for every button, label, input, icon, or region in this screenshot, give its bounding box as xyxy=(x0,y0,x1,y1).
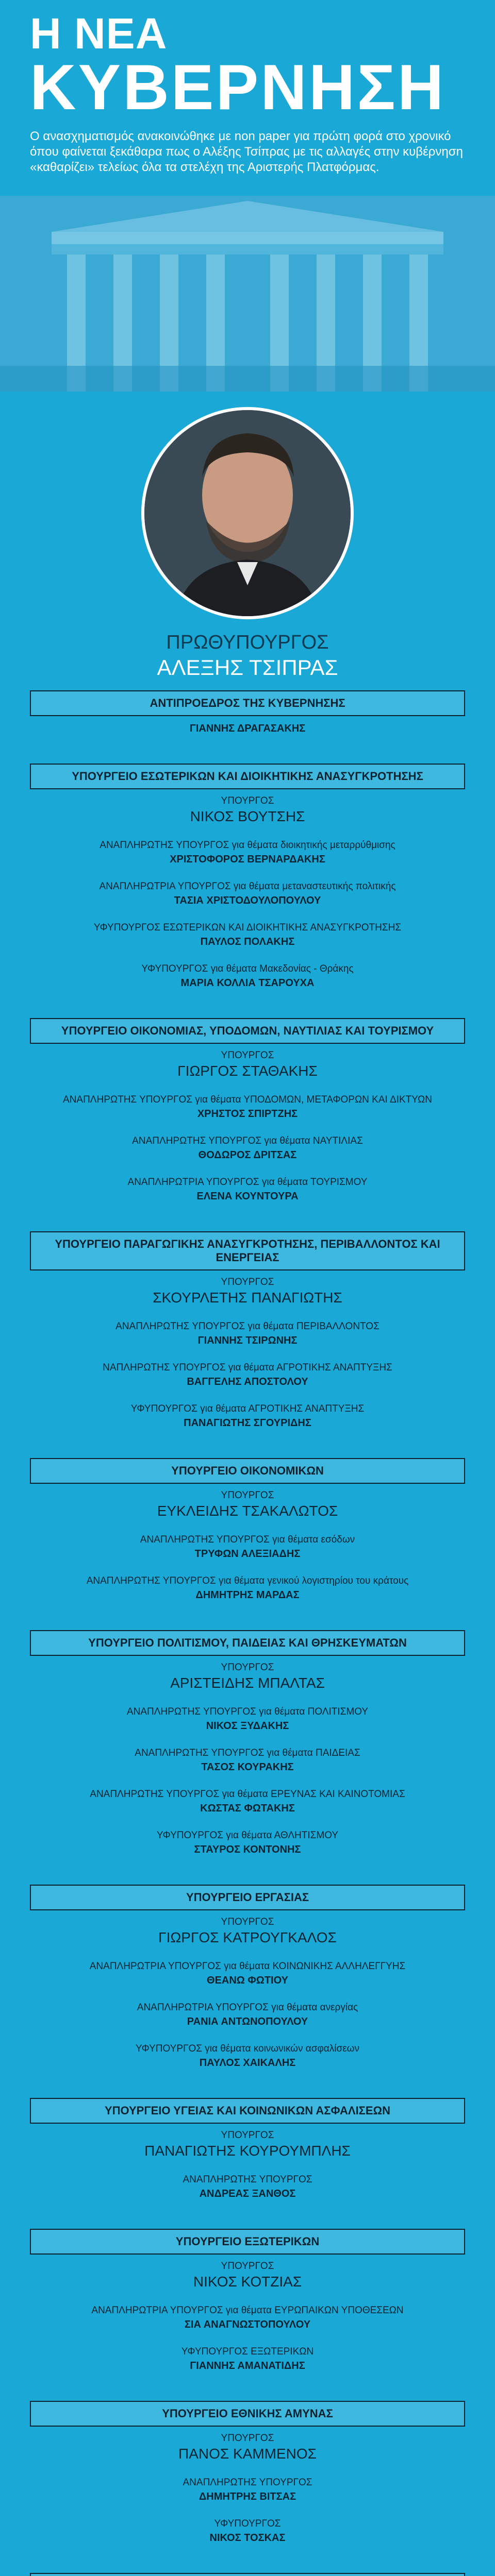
ministry-members xyxy=(30,716,465,736)
member-role: ΑΝΑΠΛΗΡΩΤΡΙΑ ΥΠΟΥΡΓΟΣ για θέματα ΤΟΥΡΙΣΜΟΥ xyxy=(127,1177,368,1188)
member-name: ΧΡΗΣΤΟΣ ΣΠΙΡΤΖΗΣ xyxy=(197,1108,298,1120)
ministry-title xyxy=(30,2573,465,2576)
member-role: ΥΦΥΠΟΥΡΓΟΣ ΕΞΩΤΕΡΙΚΩΝ xyxy=(181,2346,314,2357)
ministries-list xyxy=(30,690,465,2576)
member-name: ΔΗΜΗΤΡΗΣ ΜΑΡΔΑΣ xyxy=(195,1589,300,1601)
member-name: ΔΗΜΗΤΡΗΣ ΒΙΤΣΑΣ xyxy=(199,2491,296,2502)
member-name: ΝΙΚΟΣ ΒΟΥΤΣΗΣ xyxy=(190,808,305,824)
member-entry xyxy=(30,2304,465,2332)
ministry-members xyxy=(30,1270,465,1430)
member-role: ΑΝΑΠΛΗΡΩΤΗΣ ΥΠΟΥΡΓΟΣ για θέματα διοικητικής μεταρρύθμισης xyxy=(100,840,395,851)
member-entry xyxy=(30,721,465,736)
prime-minister-portrait xyxy=(141,407,354,619)
member-role: ΥΦΥΠΟΥΡΓΟΣ για θέματα Μακεδονίας - Θράκης xyxy=(141,963,354,974)
member-entry xyxy=(30,921,465,949)
member-entry xyxy=(30,794,465,825)
ministry-section xyxy=(30,2229,465,2373)
pm-name: ΑΛΕΞΗΣ ΤΣΙΠΡΑΣ xyxy=(157,655,338,680)
member-entry xyxy=(30,1574,465,1602)
member-name: ΝΙΚΟΣ ΚΟΤΖΙΑΣ xyxy=(193,2274,302,2290)
portrait-illustration xyxy=(144,410,351,616)
member-name: ΚΩΣΤΑΣ ΦΩΤΑΚΗΣ xyxy=(200,1803,295,1814)
member-role: ΑΝΑΠΛΗΡΩΤΡΙΑ ΥΠΟΥΡΓΟΣ για θέματα ΚΟΙΝΩΝΙΚΗΣ ΑΛΛΗΛΕΓΓΥΗΣ xyxy=(89,1961,406,1972)
member-role: ΑΝΑΠΛΗΡΩΤΗΣ ΥΠΟΥΡΓΟΣ xyxy=(183,2477,312,2488)
ministry-members xyxy=(30,1910,465,2070)
ministry-title: ΥΠΟΥΡΓΕΙΟ ΠΟΛΙΤΙΣΜΟΥ, ΠΑΙΔΕΙΑΣ ΚΑΙ ΘΡΗΣΚΕΥΜΑΤΩΝ xyxy=(30,1630,465,1656)
member-name: ΓΙΑΝΝΗΣ ΔΡΑΓΑΣΑΚΗΣ xyxy=(189,723,306,734)
ministry-section xyxy=(30,1231,465,1430)
member-role: ΥΠΟΥΡΓΟΣ xyxy=(221,1050,274,1061)
member-name: ΠΑΥΛΟΣ ΧΑΙΚΑΛΗΣ xyxy=(199,2057,296,2069)
ministry-title: ΑΝΤΙΠΡΟΕΔΡΟΣ ΤΗΣ ΚΥΒΕΡΝΗΣΗΣ xyxy=(30,690,465,716)
member-entry xyxy=(30,1402,465,1430)
member-role: ΑΝΑΠΛΗΡΩΤΗΣ ΥΠΟΥΡΓΟΣ για θέματα ΠΕΡΙΒΑΛΛΟΝΤΟΣ xyxy=(116,1321,380,1332)
member-role: ΑΝΑΠΛΗΡΩΤΗΣ ΥΠΟΥΡΓΟΣ για θέματα γενικού λογιστηρίου του κράτους xyxy=(86,1575,409,1586)
ministry-members xyxy=(30,2124,465,2201)
member-name: ΓΙΑΝΝΗΣ ΤΣΙΡΩΝΗΣ xyxy=(197,1335,298,1346)
member-role: ΥΦΥΠΟΥΡΓΟΣ ΕΣΩΤΕΡΙΚΩΝ ΚΑΙ ΔΙΟΙΚΗΤΙΚΗΣ ΑΝΑΣΥΓΚΡΟΤΗΣΗΣ xyxy=(93,922,402,933)
member-entry xyxy=(30,2345,465,2373)
member-entry xyxy=(30,2432,465,2463)
member-entry xyxy=(30,839,465,867)
member-entry xyxy=(30,1829,465,1857)
ministry-section xyxy=(30,690,465,736)
ministry-title: ΥΠΟΥΡΓΕΙΟ ΠΑΡΑΓΩΓΙΚΗΣ ΑΝΑΣΥΓΚΡΟΤΗΣΗΣ, ΠΕΡΙΒΑΛΛΟΝΤΟΣ ΚΑΙ ΕΝΕΡΓΕΙΑΣ xyxy=(30,1231,465,1270)
header-title xyxy=(30,9,446,123)
member-role: ΑΝΑΠΛΗΡΩΤΗΣ ΥΠΟΥΡΓΟΣ για θέματα ΝΑΥΤΙΛΙΑΣ xyxy=(132,1136,363,1146)
member-role: ΥΠΟΥΡΓΟΣ xyxy=(221,1277,274,1287)
member-role: ΑΝΑΠΛΗΡΩΤΗΣ ΥΠΟΥΡΓΟΣ για θέματα εσόδων xyxy=(140,1534,355,1545)
member-entry xyxy=(30,2129,465,2160)
member-name: ΝΙΚΟΣ ΞΥΔΑΚΗΣ xyxy=(206,1720,289,1732)
member-role: ΑΝΑΠΛΗΡΩΤΡΙΑ ΥΠΟΥΡΓΟΣ για θέματα ΕΥΡΩΠΑΙΚΩΝ ΥΠΟΘΕΣΕΩΝ xyxy=(91,2305,404,2316)
member-name: ΠΑΝΑΓΙΩΤΗΣ ΚΟΥΡΟΥΜΠΛΗΣ xyxy=(144,2143,351,2159)
member-role: ΥΠΟΥΡΓΟΣ xyxy=(221,1662,274,1673)
member-role: ΥΦΥΠΟΥΡΓΟΣ xyxy=(214,2518,281,2529)
member-name: ΓΙΑΝΝΗΣ ΑΜΑΝΑΤΙΔΗΣ xyxy=(190,2360,305,2371)
member-role: ΥΠΟΥΡΓΟΣ xyxy=(221,2130,274,2141)
member-entry xyxy=(30,1788,465,1816)
member-name: ΣΚΟΥΡΛΕΤΗΣ ΠΑΝΑΓΙΩΤΗΣ xyxy=(153,1290,342,1306)
member-name: ΤΡΥΦΩΝ ΑΛΕΞΙΑΔΗΣ xyxy=(194,1548,301,1560)
member-entry xyxy=(30,2042,465,2070)
ministry-title: ΥΠΟΥΡΓΕΙΟ ΕΘΝΙΚΗΣ ΑΜΥΝΑΣ xyxy=(30,2401,465,2427)
member-name: ΠΑΝΟΣ ΚΑΜΜΕΝΟΣ xyxy=(178,2446,317,2462)
ministry-section xyxy=(30,2573,465,2576)
ministry-title: ΥΠΟΥΡΓΕΙΟ ΕΞΩΤΕΡΙΚΩΝ xyxy=(30,2229,465,2255)
member-role: ΥΠΟΥΡΓΟΣ xyxy=(221,1490,274,1501)
member-entry xyxy=(30,2260,465,2291)
member-name: ΕΛΕΝΑ ΚΟΥΝΤΟΥΡΑ xyxy=(196,1191,299,1202)
member-entry xyxy=(30,1361,465,1389)
member-name: ΠΑΥΛΟΣ ΠΟΛΑΚΗΣ xyxy=(200,936,295,947)
member-role: ΥΦΥΠΟΥΡΓΟΣ για θέματα κοινωνικών ασφαλίσεων xyxy=(135,2043,360,2054)
member-name: ΘΕΑΝΩ ΦΩΤΙΟΥ xyxy=(207,1975,288,1986)
member-entry xyxy=(30,1134,465,1162)
member-role: ΑΝΑΠΛΗΡΩΤΡΙΑ ΥΠΟΥΡΓΟΣ για θέματα μεταναστευτικής πολιτικής xyxy=(99,881,396,892)
member-name: ΤΑΣΙΑ ΧΡΙΣΤΟΔΟΥΛΟΠΟΥΛΟΥ xyxy=(174,895,321,906)
member-name: ΤΑΣΟΣ ΚΟΥΡΑΚΗΣ xyxy=(201,1761,294,1773)
ministry-title: ΥΠΟΥΡΓΕΙΟ ΥΓΕΙΑΣ ΚΑΙ ΚΟΙΝΩΝΙΚΩΝ ΑΣΦΑΛΙΣΕΩΝ xyxy=(30,2098,465,2124)
member-role: ΥΠΟΥΡΓΟΣ xyxy=(221,2433,274,2444)
intro-text: Ο ανασχηματισμός ανακοινώθηκε με non paper για πρώτη φορά στο χρονικό όπου φαίνεται ξεκάθαρα πως ο Αλέξης Τσίπρας με τις αλλαγές στην κυβέρνηση «καθαρίζει» τελείως όλα τα στελέχη της Αριστερής Πλατφόρμας. xyxy=(30,129,463,174)
member-name: ΑΡΙΣΤΕΙΔΗΣ ΜΠΑΛΤΑΣ xyxy=(170,1675,325,1691)
member-role: ΑΝΑΠΛΗΡΩΤΗΣ ΥΠΟΥΡΓΟΣ για θέματα ΥΠΟΔΟΜΩΝ, ΜΕΤΑΦΟΡΩΝ ΚΑΙ ΔΙΚΤΥΩΝ xyxy=(63,1094,432,1105)
member-role: ΥΠΟΥΡΓΟΣ xyxy=(221,2261,274,2272)
member-name: ΧΡΙΣΤΟΦΟΡΟΣ ΒΕΡΝΑΡΔΑΚΗΣ xyxy=(170,854,325,865)
member-name: ΠΑΝΑΓΙΩΤΗΣ ΣΓΟΥΡΙΔΗΣ xyxy=(184,1417,311,1429)
ministry-title: ΥΠΟΥΡΓΕΙΟ ΟΙΚΟΝΟΜΙΑΣ, ΥΠΟΔΟΜΩΝ, ΝΑΥΤΙΛΙΑΣ ΚΑΙ ΤΟΥΡΙΣΜΟΥ xyxy=(30,1018,465,1044)
member-role: ΥΠΟΥΡΓΟΣ xyxy=(221,1917,274,1927)
member-name: ΣΤΑΥΡΟΣ ΚΟΝΤΟΝΗΣ xyxy=(194,1844,301,1855)
member-entry xyxy=(30,2173,465,2201)
pm-role: ΠΡΩΘΥΠΟΥΡΓΟΣ xyxy=(166,632,329,653)
member-role: ΑΝΑΠΛΗΡΩΤΗΣ ΥΠΟΥΡΓΟΣ xyxy=(183,2174,312,2185)
member-entry xyxy=(30,1916,465,1946)
member-role: ΑΝΑΠΛΗΡΩΤΗΣ ΥΠΟΥΡΓΟΣ για θέματα ΠΟΛΙΤΙΣΜΟΥ xyxy=(126,1706,369,1717)
header xyxy=(0,0,495,392)
member-role: ΥΦΥΠΟΥΡΓΟΣ για θέματα ΑΘΛΗΤΙΣΜΟΥ xyxy=(156,1830,339,1841)
member-name: ΒΑΓΓΕΛΗΣ ΑΠΟΣΤΟΛΟΥ xyxy=(187,1376,308,1387)
member-entry xyxy=(30,2001,465,2029)
member-name: ΕΥΚΛΕΙΔΗΣ ΤΣΑΚΑΛΩΤΟΣ xyxy=(157,1503,338,1519)
member-entry xyxy=(30,1049,465,1080)
ministry-members xyxy=(30,1484,465,1602)
member-role: ΑΝΑΠΛΗΡΩΤΗΣ ΥΠΟΥΡΓΟΣ για θέματα ΕΡΕΥΝΑΣ ΚΑΙ ΚΑΙΝΟΤΟΜΙΑΣ xyxy=(90,1789,405,1800)
ministry-title: ΥΠΟΥΡΓΕΙΟ ΕΣΩΤΕΡΙΚΩΝ ΚΑΙ ΔΙΟΙΚΗΤΙΚΗΣ ΑΝΑΣΥΓΚΡΟΤΗΣΗΣ xyxy=(30,764,465,789)
ministry-section xyxy=(30,1018,465,1204)
member-entry xyxy=(30,1533,465,1561)
ministry-members xyxy=(30,1656,465,1857)
member-entry xyxy=(30,2517,465,2545)
member-entry xyxy=(30,2476,465,2504)
title-line-1: Η ΝΕΑ xyxy=(30,9,168,58)
ministry-title: ΥΠΟΥΡΓΕΙΟ ΕΡΓΑΣΙΑΣ xyxy=(30,1885,465,1910)
member-role: ΥΠΟΥΡΓΟΣ xyxy=(221,795,274,806)
member-name: ΓΙΩΡΓΟΣ ΚΑΤΡΟΥΓΚΑΛΟΣ xyxy=(158,1929,337,1945)
member-entry xyxy=(30,1960,465,1988)
member-name: ΣΙΑ ΑΝΑΓΝΩΣΤΟΠΟΥΛΟΥ xyxy=(184,2319,311,2330)
ministry-members xyxy=(30,2427,465,2545)
member-entry xyxy=(30,1661,465,1692)
member-entry xyxy=(30,880,465,908)
member-entry xyxy=(30,1705,465,1733)
member-entry xyxy=(30,1747,465,1774)
ministry-section xyxy=(30,1458,465,1602)
member-name: ΓΙΩΡΓΟΣ ΣΤΑΘΑΚΗΣ xyxy=(177,1063,318,1079)
member-role: ΝΑΠΛΗΡΩΤΗΣ ΥΠΟΥΡΓΟΣ για θέματα ΑΓΡΟΤΙΚΗΣ ΑΝΑΠΤΥΞΗΣ xyxy=(103,1362,392,1373)
ministry-section xyxy=(30,1630,465,1857)
title-line-2: ΚΥΒΕΡΝΗΣΗ xyxy=(30,52,446,123)
member-entry xyxy=(30,1093,465,1121)
member-name: ΑΝΔΡΕΑΣ ΞΑΝΘΟΣ xyxy=(199,2188,296,2199)
ministry-section xyxy=(30,764,465,990)
ministry-title: ΥΠΟΥΡΓΕΙΟ ΟΙΚΟΝΟΜΙΚΩΝ xyxy=(30,1458,465,1484)
member-entry xyxy=(30,1276,465,1307)
member-name: ΝΙΚΟΣ ΤΟΣΚΑΣ xyxy=(209,2532,286,2544)
ministry-section xyxy=(30,1885,465,2070)
member-entry xyxy=(30,1489,465,1520)
ministry-members xyxy=(30,2255,465,2373)
ministry-section xyxy=(30,2401,465,2545)
parliament-building-image xyxy=(0,196,495,392)
member-entry xyxy=(30,1320,465,1348)
member-role: ΥΦΥΠΟΥΡΓΟΣ για θέματα ΑΓΡΟΤΙΚΗΣ ΑΝΑΠΤΥΞΗΣ xyxy=(130,1403,365,1414)
building-illustration xyxy=(0,196,495,392)
member-name: ΘΟΔΩΡΟΣ ΔΡΙΤΣΑΣ xyxy=(198,1149,297,1161)
ministry-members xyxy=(30,1044,465,1204)
member-entry xyxy=(30,962,465,990)
member-role: ΑΝΑΠΛΗΡΩΤΗΣ ΥΠΟΥΡΓΟΣ για θέματα ΠΑΙΔΕΙΑΣ xyxy=(135,1748,360,1758)
member-name: ΜΑΡΙΑ ΚΟΛΛΙΑ ΤΣΑΡΟΥΧΑ xyxy=(180,977,315,989)
member-role: ΑΝΑΠΛΗΡΩΤΡΙΑ ΥΠΟΥΡΓΟΣ για θέματα ανεργίας xyxy=(137,2002,358,2013)
ministry-members xyxy=(30,789,465,990)
member-entry xyxy=(30,1176,465,1204)
ministry-section xyxy=(30,2098,465,2201)
member-name: ΡΑΝΙΑ ΑΝΤΩΝΟΠΟΥΛΟΥ xyxy=(187,2016,308,2027)
